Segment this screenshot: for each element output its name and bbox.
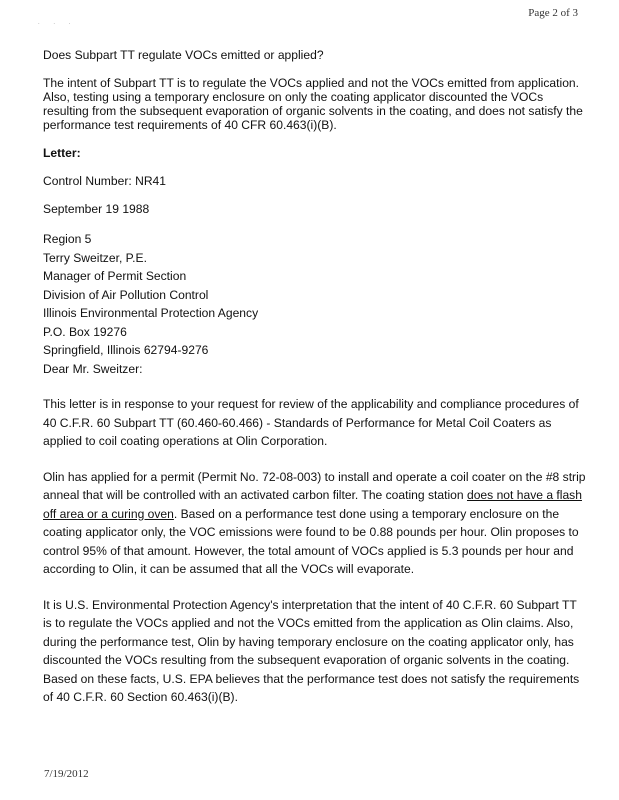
address-line: Division of Air Pollution Control [43,287,209,302]
address-block [43,230,588,378]
address-line: Region 5 [43,232,92,246]
question-answer: The intent of Subpart TT is to regulate the VOCs applied and not the VOCs emitted from application. Also, testing using a temporary enclosure on only the coating applicator discounted the VOCs resulting from the subsequent evaporation of organic solvents in the coating, and does not satisfy the performance test requirements of 40 CFR 60.463(i)(B). [43,76,583,132]
scan-marks: . . . [38,20,77,26]
letter-paragraph-1: This letter is in response to your request for review of the applicability and compliance procedures of 40 C.F.R. 60 Subpart TT (60.460-60.466) - Standards of Performance for Metal Coil Coaters as applied to coil coating operations at Olin Corporation. [43,397,579,448]
address-line: Terry Sweitzer, P.E. [43,250,147,265]
salutation: Dear Mr. Sweitzer: [43,361,143,376]
underlined-text: does not have a flash off area or a curing oven [43,488,582,521]
footer-date: 7/19/2012 [44,768,89,780]
page-number: Page 2 of 3 [528,7,578,19]
letter-date: September 19 1988 [43,202,150,216]
address-line: Springfield, Illinois 62794-9276 [43,343,209,357]
address-line: P.O. Box 19276 [43,324,127,339]
letter-label: Letter: [43,146,81,160]
letter-paragraph-2 [43,468,588,579]
control-number: Control Number: NR41 [43,174,166,188]
address-line: Manager of Permit Section [43,269,187,283]
letter-paragraph-3: It is U.S. Environmental Protection Agency's interpretation that the intent of 40 C.F.R. 60 Subpart TT is to regulate the VOCs applied and not the VOCs emitted from the application as Olin claims. Also, during the performance test, Olin by having temporary enclosure on the coating applicator only, has discounted the VOCs resulting from the subsequent evaporation of organic solvents in the coating. Based on these facts, U.S. EPA believes that the performance test does not satisfy the requirements of 40 C.F.R. 60 Section 60.463(i)(B). [43,597,580,704]
para2-start: Olin has applied for a permit (Permit No. 72-08-003) to install and operate a coil coater on the #8 strip anneal that will be controlled with an activated carbon filter. The coating station [43,469,586,502]
address-line: Illinois Environmental Protection Agency [43,306,259,320]
document-body [43,48,588,707]
question-heading: Does Subpart TT regulate VOCs emitted or applied? [43,48,324,62]
para2-end: . Based on a performance test done using a temporary enclosure on the coating applicator only, the VOC emissions were found to be 0.88 pounds per hour. Olin proposes to control 95% of that amount. However, the total amount of VOCs applied is 5.3 pounds per hour and according to Olin, it can be assumed that all the VOCs will evaporate. [43,506,579,576]
